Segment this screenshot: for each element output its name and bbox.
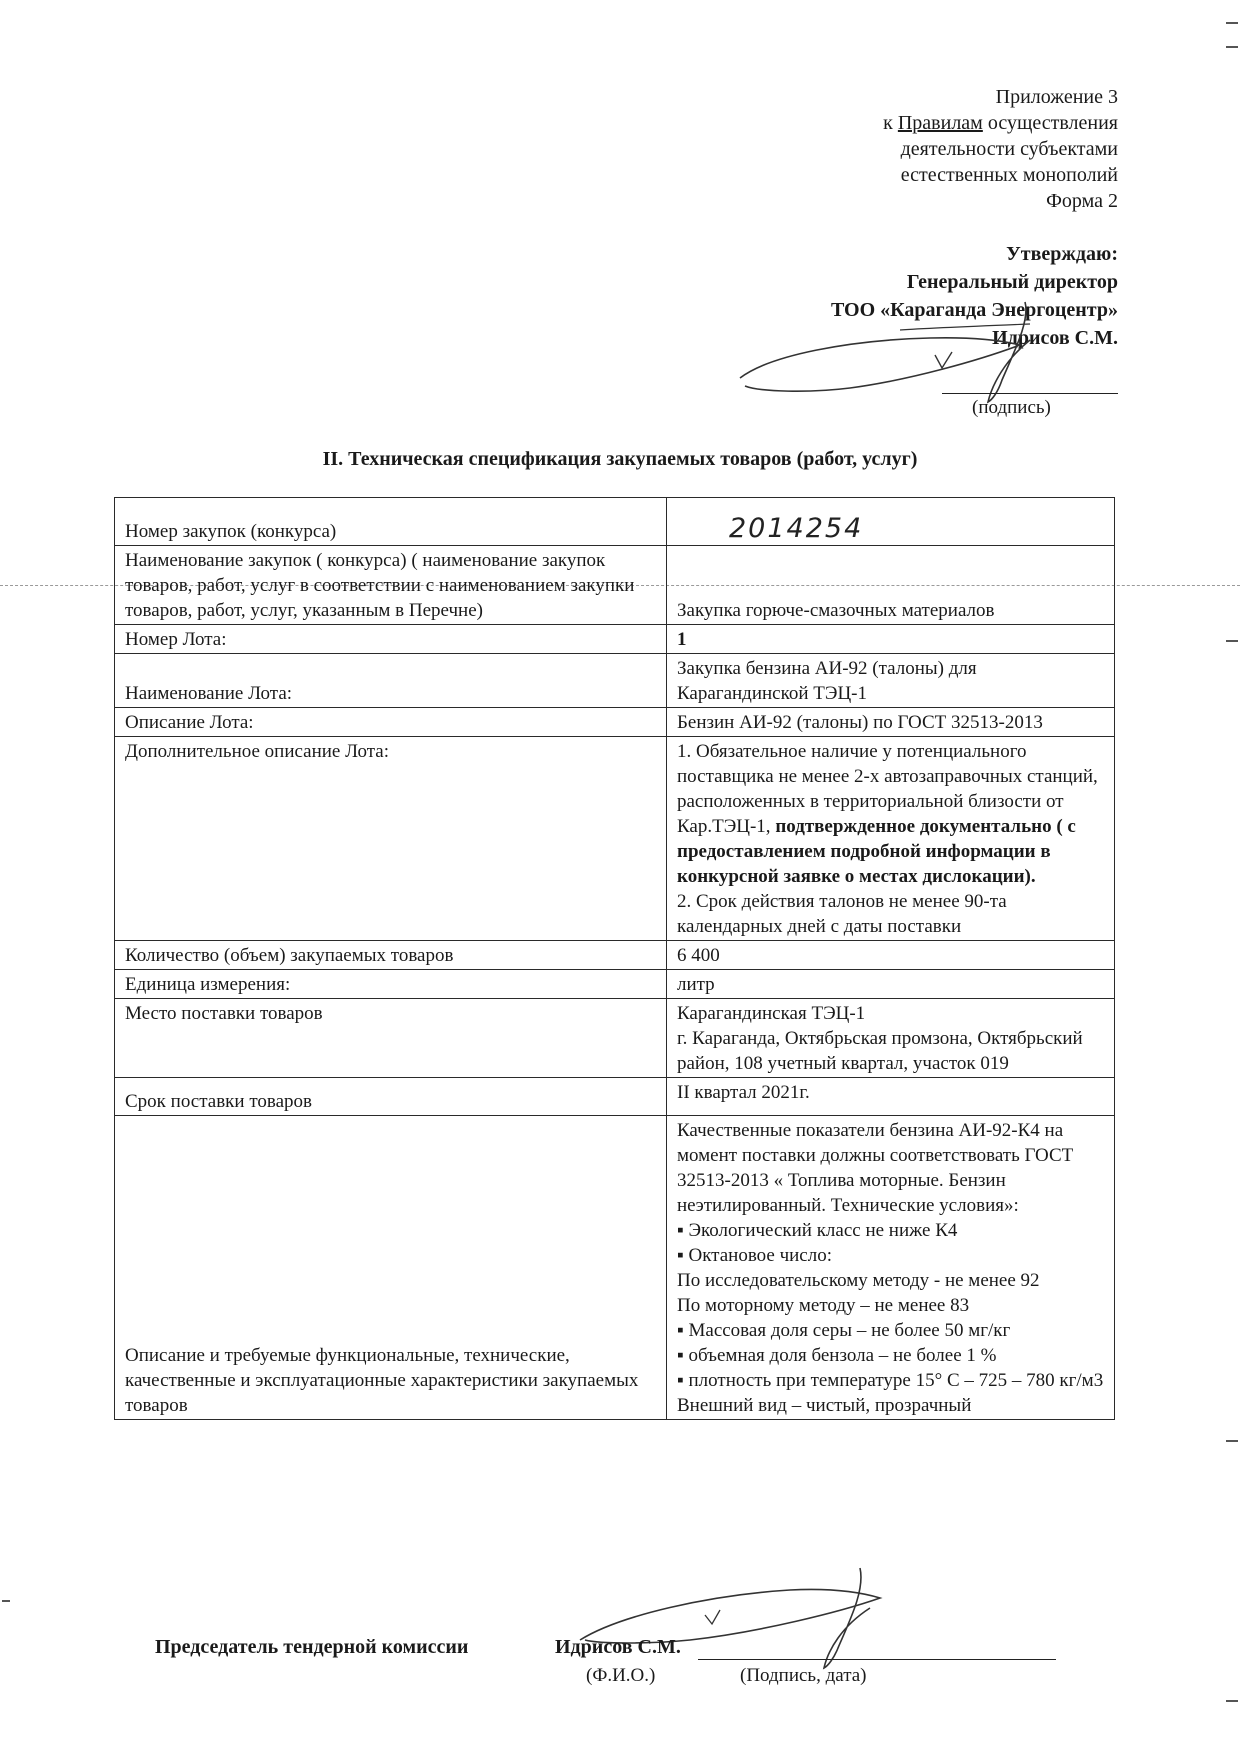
signature-caption: (подпись) (972, 397, 1051, 418)
approver-name: Идрисов С.М. (992, 327, 1118, 349)
appendix-line: естественных монополий (900, 164, 1118, 186)
table-row (115, 970, 1115, 999)
row-value: 1 (667, 625, 1115, 654)
chairman-name: Идрисов С.М. (555, 1636, 681, 1658)
scan-edge-mark (2, 1600, 10, 1602)
quality-item: ▪ объемная доля бензола – не более 1 % (677, 1345, 997, 1366)
row-label: Срок поставки товаров (115, 1078, 667, 1116)
additional-description-p2: 2. Срок действия талонов не менее 90-та календарных дней с даты поставки (677, 891, 1007, 937)
table-row (115, 1078, 1115, 1116)
chairman-signature-line (698, 1659, 1056, 1660)
appendix-line (883, 110, 1118, 136)
row-label: Место поставки товаров (115, 999, 667, 1078)
row-value (667, 999, 1115, 1078)
quality-subitem: По исследовательскому методу - не менее 92 (677, 1270, 1040, 1291)
purchase-number (667, 498, 1115, 546)
specification-table (114, 497, 1115, 1420)
appendix-prefix: к (883, 112, 898, 134)
scan-edge-mark (1226, 640, 1238, 642)
additional-description-bold: подтвержденное документально ( с предоставлением подробной информации в конкурсной заявке о местах дислокации). (677, 816, 1076, 887)
row-label: Единица измерения: (115, 970, 667, 999)
table-row (115, 1116, 1115, 1420)
table-row (115, 737, 1115, 941)
row-label: Наименование Лота: (115, 654, 667, 708)
row-value: II квартал 2021г. (667, 1078, 1115, 1116)
appendix-suffix: осуществления (982, 112, 1118, 134)
form-number: Форма 2 (1046, 190, 1118, 212)
table-row (115, 546, 1115, 625)
appendix-header (883, 84, 1118, 214)
quality-item: ▪ Октановое число: (677, 1245, 832, 1266)
table-row (115, 654, 1115, 708)
table-row (115, 941, 1115, 970)
scan-edge-mark (1226, 22, 1238, 24)
row-label: Номер Лота: (115, 625, 667, 654)
row-value: Бензин АИ-92 (талоны) по ГОСТ 32513-2013 (667, 708, 1115, 737)
quality-intro: Качественные показатели бензина АИ-92-К4 на момент поставки должны соответствовать ГОСТ 32513-2013 « Топлива моторные. Бензин неэтилированный. Технические условия»: (677, 1120, 1074, 1216)
table-row (115, 708, 1115, 737)
appendix-line: Приложение 3 (995, 86, 1118, 108)
approver-signature-line (942, 393, 1118, 394)
table-row (115, 498, 1115, 546)
sign-date-caption: (Подпись, дата) (740, 1665, 867, 1686)
appendix-line: деятельности субъектами (900, 138, 1118, 160)
approver-position: Генеральный директор (906, 271, 1118, 293)
chairman-role: Председатель тендерной комиссии (155, 1636, 469, 1658)
row-value: 6 400 (667, 941, 1115, 970)
row-label: Номер закупок (конкурса) (115, 498, 667, 546)
scan-edge-mark (1226, 1700, 1238, 1702)
scan-edge-mark (1226, 1440, 1238, 1442)
row-label: Описание Лота: (115, 708, 667, 737)
section-title: II. Техническая спецификация закупаемых товаров (работ, услуг) (322, 448, 918, 470)
scan-edge-mark (1226, 46, 1238, 48)
additional-description-text: 1. Обязательное наличие у потенциального поставщика не менее 2-х автозаправочных станций, расположенных в территориальной близости от Кар.ТЭЦ-1, (677, 741, 1098, 837)
table-row (115, 999, 1115, 1078)
row-label: Наименование закупок ( конкурса) ( наименование закупок товаров, работ, услуг в соответствии с наименованием закупки товаров, работ, услуг, указанным в Перечне) (115, 546, 667, 625)
row-value: литр (667, 970, 1115, 999)
row-label: Количество (объем) закупаемых товаров (115, 941, 667, 970)
delivery-place-address: г. Караганда, Октябрьская промзона, Октябрьский район, 108 учетный квартал, участок 019 (677, 1028, 1083, 1074)
quality-item: Внешний вид – чистый, прозрачный (677, 1395, 972, 1416)
purchase-number-handwritten: 2014254 (729, 513, 864, 544)
quality-item: ▪ Массовая доля серы – не более 50 мг/кг (677, 1320, 1011, 1341)
row-value (667, 1116, 1115, 1420)
fio-caption: (Ф.И.О.) (586, 1665, 656, 1686)
quality-subitem: По моторному методу – не менее 83 (677, 1295, 970, 1316)
row-value: Закупка бензина АИ-92 (талоны) для Карагандинской ТЭЦ-1 (667, 654, 1115, 708)
rules-link[interactable]: Правилам (897, 112, 983, 134)
table-row (115, 625, 1115, 654)
delivery-place-line: Карагандинская ТЭЦ-1 (677, 1003, 866, 1024)
quality-item: ▪ плотность при температуре 15° С – 725 – 780 кг/м3 (677, 1370, 1104, 1391)
row-value (667, 737, 1115, 941)
row-label: Дополнительное описание Лота: (115, 737, 667, 941)
approver-company: ТОО «Караганда Энергоцентр» (830, 299, 1118, 321)
quality-item: ▪ Экологический класс не ниже К4 (677, 1220, 958, 1241)
row-label: Описание и требуемые функциональные, технические, качественные и эксплуатационные характеристики закупаемых товаров (115, 1116, 667, 1420)
approval-title: Утверждаю: (1006, 243, 1118, 265)
additional-description-p1 (677, 739, 1106, 889)
row-value: Закупка горюче-смазочных материалов (667, 546, 1115, 625)
